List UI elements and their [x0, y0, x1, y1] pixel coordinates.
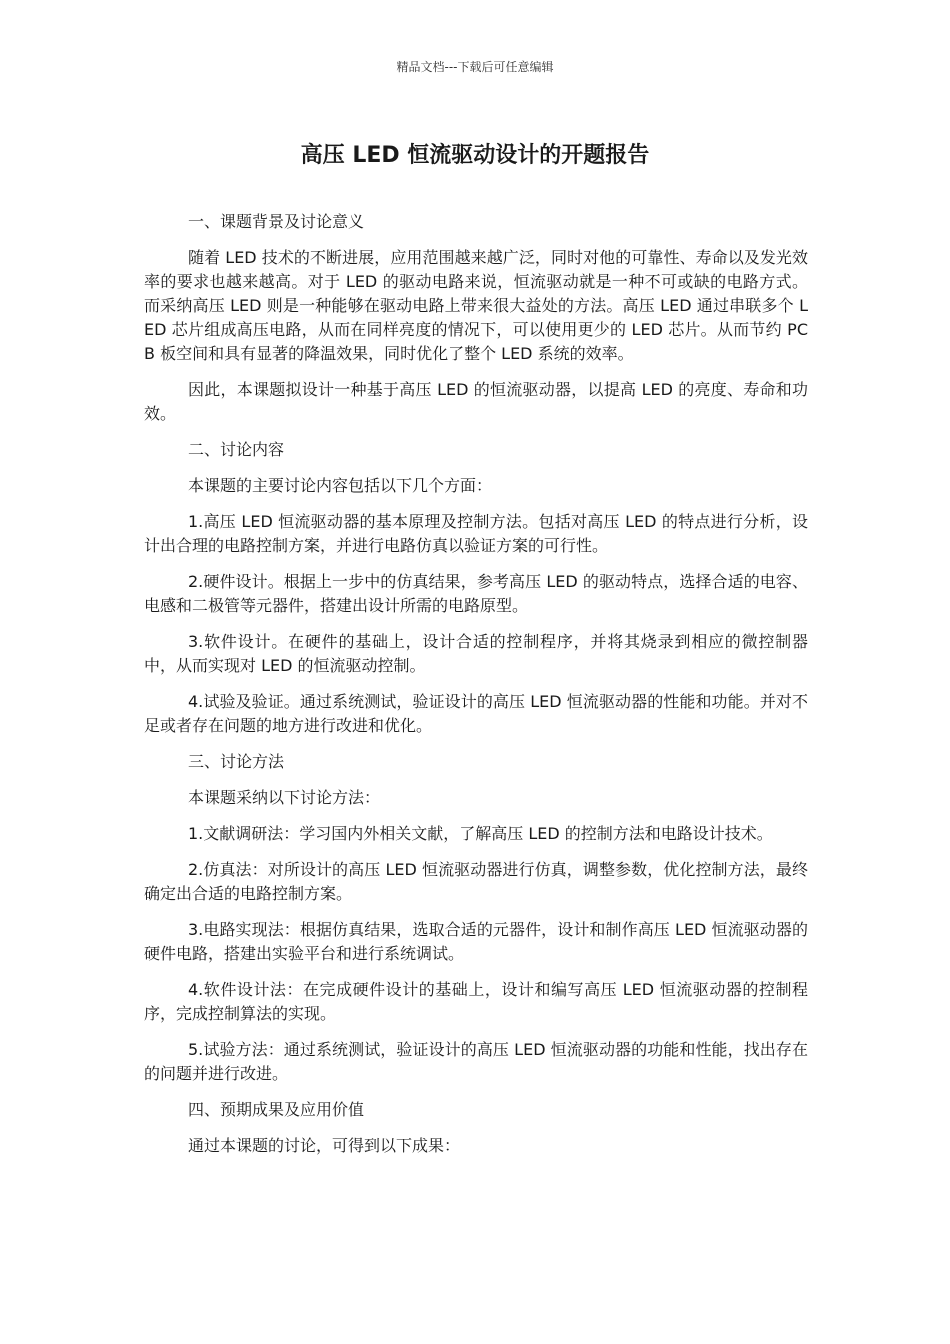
section-heading-methods: 三、讨论方法	[188, 752, 285, 771]
paragraph: 通过本课题的讨论，可得到以下成果：	[188, 1136, 461, 1155]
paragraph: 1.高压 LED 恒流驱动器的基本原理及控制方法。包括对高压 LED 的特点进行分析，设计出合理的电路控制方案，并进行电路仿真以验证方案的可行性。	[144, 512, 808, 555]
section-heading-content: 二、讨论内容	[188, 440, 285, 459]
paragraph: 4.试验及验证。通过系统测试，验证设计的高压 LED 恒流驱动器的性能和功能。并对不足或者存在问题的地方进行改进和优化。	[144, 692, 808, 735]
paragraph: 5.试验方法：通过系统测试，验证设计的高压 LED 恒流驱动器的功能和性能，找出存在的问题并进行改进。	[144, 1040, 808, 1083]
paragraph: 2.硬件设计。根据上一步中的仿真结果，参考高压 LED 的驱动特点，选择合适的电容、电感和二极管等元器件，搭建出设计所需的电路原型。	[144, 572, 808, 615]
paragraph: 3.软件设计。在硬件的基础上，设计合适的控制程序，并将其烧录到相应的微控制器中，从而实现对 LED 的恒流驱动控制。	[144, 632, 808, 675]
section-heading-background: 一、课题背景及讨论意义	[188, 212, 365, 231]
paragraph: 因此，本课题拟设计一种基于高压 LED 的恒流驱动器，以提高 LED 的亮度、寿命和功效。	[144, 380, 808, 423]
paragraph: 本课题的主要讨论内容包括以下几个方面：	[188, 476, 493, 495]
paragraph: 4.软件设计法：在完成硬件设计的基础上，设计和编写高压 LED 恒流驱动器的控制程序，完成控制算法的实现。	[144, 980, 808, 1023]
paragraph: 1.文献调研法：学习国内外相关文献，了解高压 LED 的控制方法和电路设计技术。	[188, 824, 773, 843]
document-body	[144, 210, 808, 1170]
paragraph: 随着 LED 技术的不断进展，应用范围越来越广泛，同时对他的可靠性、寿命以及发光效率的要求也越来越高。对于 LED 的驱动电路来说，恒流驱动就是一种不可或缺的电路方式。而采纳高压 LED 则是一种能够在驱动电路上带来很大益处的方法。高压 LED 通过串联多个 LED 芯片组成高压电路，从而在同样亮度的情况下，可以使用更少的 LED 芯片。从而节约 PCB 板空间和具有显著的降温效果，同时优化了整个 LED 系统的效率。	[144, 248, 808, 363]
paragraph: 本课题采纳以下讨论方法：	[188, 788, 381, 807]
header-note: 精品文档---下载后可任意编辑	[396, 60, 554, 74]
paragraph: 2.仿真法：对所设计的高压 LED 恒流驱动器进行仿真，调整参数，优化控制方法，最终确定出合适的电路控制方案。	[144, 860, 808, 903]
paragraph: 3.电路实现法：根据仿真结果，选取合适的元器件，设计和制作高压 LED 恒流驱动器的硬件电路，搭建出实验平台和进行系统调试。	[144, 920, 808, 963]
document-title: 高压 LED 恒流驱动设计的开题报告	[300, 143, 650, 168]
section-heading-outcomes: 四、预期成果及应用价值	[188, 1100, 365, 1119]
